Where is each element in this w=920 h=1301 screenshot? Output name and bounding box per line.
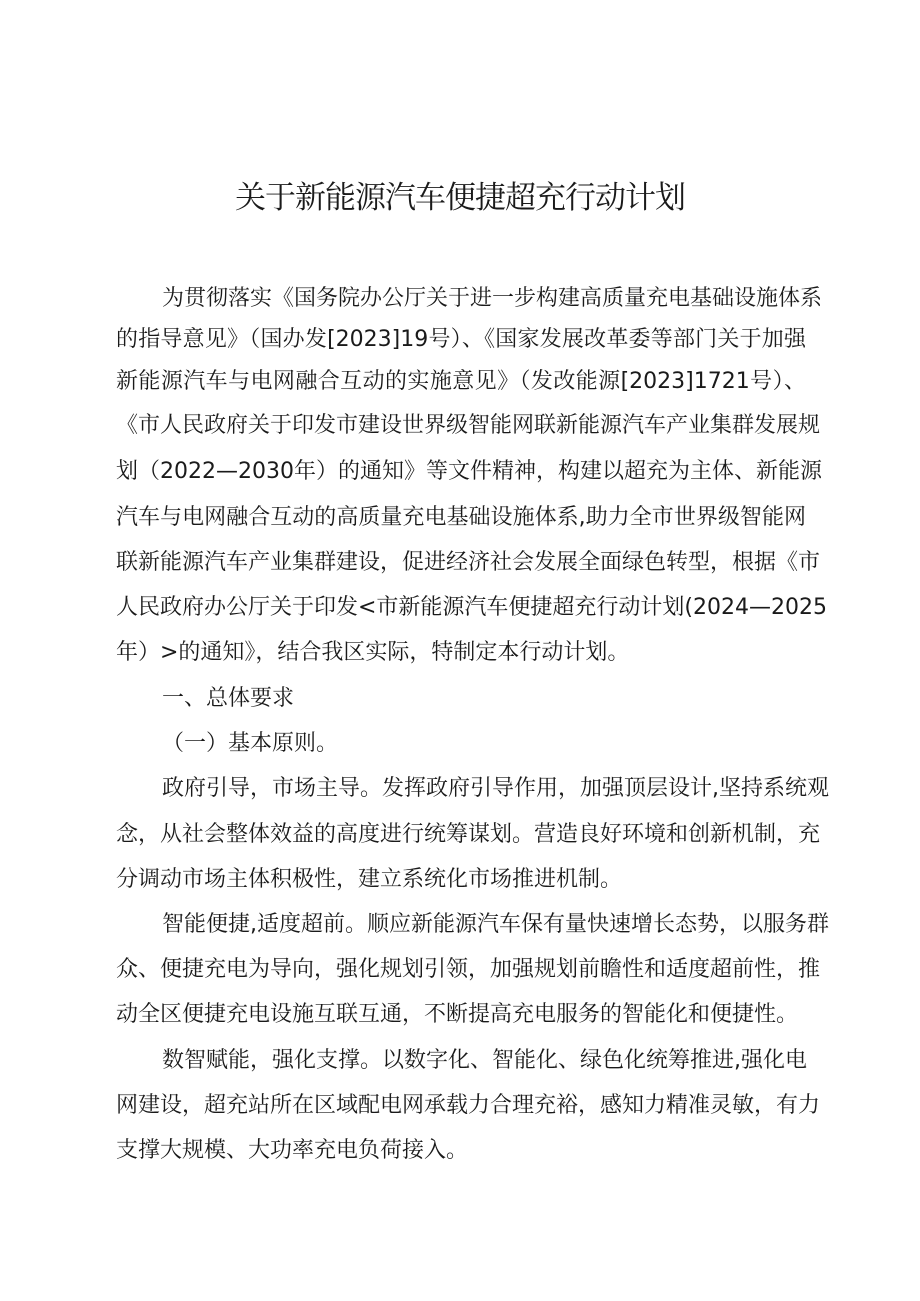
paragraph-line: 划（2022—2030年）的通知》等文件精神，构建以超充为主体、新能源 <box>116 459 822 484</box>
paragraph-line: 新能源汽车与电网融合互动的实施意见》（发改能源[2023]1721号）、 <box>116 369 806 394</box>
paragraph-line: 众、便捷充电为导向，强化规划引领，加强规划前瞻性和适度超前性，推 <box>116 957 821 982</box>
paragraph-line: 智能便捷,适度超前。顺应新能源汽车保有量快速增长态势，以服务群 <box>162 912 829 937</box>
paragraph-line: 联新能源汽车产业集群建设，促进经济社会发展全面绿色转型，根据《市 <box>116 550 821 575</box>
page-title: 关于新能源汽车便捷超充行动计划 <box>235 180 685 216</box>
paragraph-line: 人民政府办公厅关于印发<市新能源汽车便捷超充行动计划(2024—2025 <box>116 595 827 620</box>
paragraph-line: 汽车与电网融合互动的高质量充电基础设施体系,助力全市世界级智能网 <box>116 505 806 530</box>
paragraph-line: 《市人民政府关于印发市建设世界级智能网联新能源汽车产业集群发展规 <box>116 413 821 438</box>
section-heading: 一、总体要求 <box>162 686 295 711</box>
paragraph-line: 年）>的通知》，结合我区实际，特制定本行动计划。 <box>116 640 630 665</box>
paragraph-line: 分调动市场主体积极性，建立系统化市场推进机制。 <box>116 867 623 892</box>
paragraph-line: 支撑大规模、大功率充电负荷接入。 <box>116 1138 469 1163</box>
paragraph-line: 动全区便捷充电设施互联互通，不断提高充电服务的智能化和便捷性。 <box>116 1002 799 1027</box>
paragraph-line: 念，从社会整体效益的高度进行统筹谋划。营造良好环境和创新机制，充 <box>116 822 821 847</box>
paragraph-line: 数智赋能，强化支撑。以数字化、智能化、绿色化统筹推进,强化电 <box>162 1048 807 1073</box>
subsection-heading: （一）基本原则。 <box>162 731 339 756</box>
paragraph-line: 政府引导，市场主导。发挥政府引导作用，加强顶层设计,坚持系统观 <box>162 776 829 801</box>
paragraph-line: 的指导意见》（国办发[2023]19号）、《国家发展改革委等部门关于加强 <box>116 327 806 352</box>
paragraph-line: 为贯彻落实《国务院办公厅关于进一步构建高质量充电基础设施体系 <box>162 286 823 311</box>
paragraph-line: 网建设，超充站所在区域配电网承载力合理充裕，感知力精准灵敏，有力 <box>116 1093 821 1118</box>
